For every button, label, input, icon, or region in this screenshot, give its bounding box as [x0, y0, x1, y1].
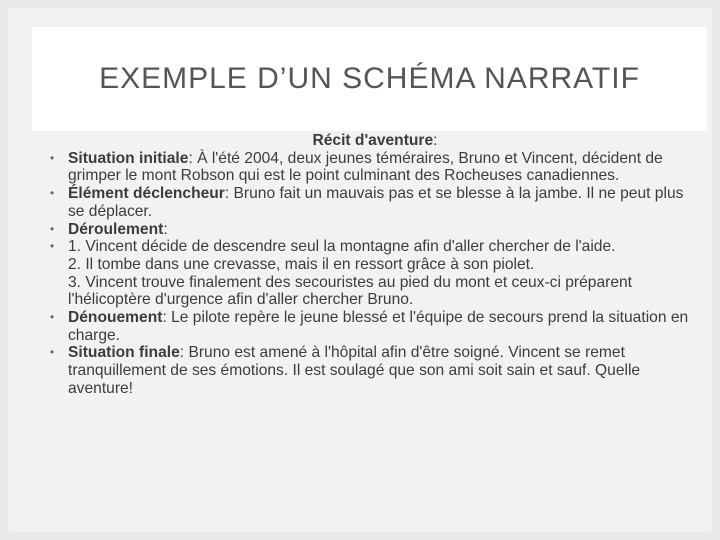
item-label: Déroulement: [68, 220, 164, 238]
slide: [8, 8, 712, 532]
story-heading-colon: :: [433, 132, 438, 149]
list-item-deroulement: [50, 221, 700, 239]
narrative-list: [50, 150, 700, 398]
step-3-text: 3. Vincent trouve finalement des secouristes au pied du mont et ceux-ci préparent l'hélicoptère d'urgence afin d'aller chercher Bruno.: [68, 273, 633, 309]
item-label: Élément déclencheur: [68, 185, 225, 203]
item-label: Situation initiale: [68, 149, 189, 167]
title-box: [32, 27, 707, 131]
item-separator: :: [162, 309, 172, 327]
list-item-element-declencheur: [50, 185, 700, 220]
bullet-icon: •: [50, 345, 55, 360]
item-separator: :: [179, 344, 189, 362]
item-text: À l'été 2004, deux jeunes téméraires, Bruno et Vincent, décident de grimper le mont Robson qui est le point culminant des Rocheuses canadiennes.: [68, 149, 663, 185]
slide-title: EXEMPLE D’UN SCHÉMA NARRATIF: [99, 62, 640, 95]
step-1-text: 1. Vincent décide de descendre seul la montagne afin d'aller chercher de l'aide.: [68, 238, 616, 256]
item-separator: :: [163, 220, 168, 238]
list-item-denouement: [50, 309, 700, 344]
item-label: Situation finale: [68, 344, 180, 362]
bullet-icon: •: [50, 239, 55, 254]
list-item-deroulement-steps: [50, 238, 700, 309]
bullet-icon: •: [50, 221, 55, 236]
story-heading-label: Récit d'aventure: [312, 132, 434, 149]
bullet-icon: •: [50, 310, 55, 325]
list-item-situation-initiale: [50, 150, 700, 185]
item-separator: :: [188, 149, 198, 167]
item-label: Dénouement: [68, 309, 163, 327]
item-text: Bruno fait un mauvais pas et se blesse à la jambe. Il ne peut plus se déplacer.: [68, 185, 684, 220]
story-heading: [50, 132, 700, 150]
item-separator: :: [224, 185, 234, 203]
bullet-icon: •: [50, 186, 55, 201]
list-item-situation-finale: [50, 344, 700, 397]
item-text: Bruno est amené à l'hôpital afin d'être soigné. Vincent se remet tranquillement de ses émotions. Il est soulagé que son ami soit sain et sauf. Quelle aventure!: [68, 344, 641, 397]
bullet-icon: •: [50, 150, 55, 165]
slide-content: [50, 132, 700, 398]
step-2-text: 2. Il tombe dans une crevasse, mais il en ressort grâce à son piolet.: [68, 255, 535, 273]
item-text: Le pilote repère le jeune blessé et l'équipe de secours prend la situation en charge.: [68, 309, 689, 344]
